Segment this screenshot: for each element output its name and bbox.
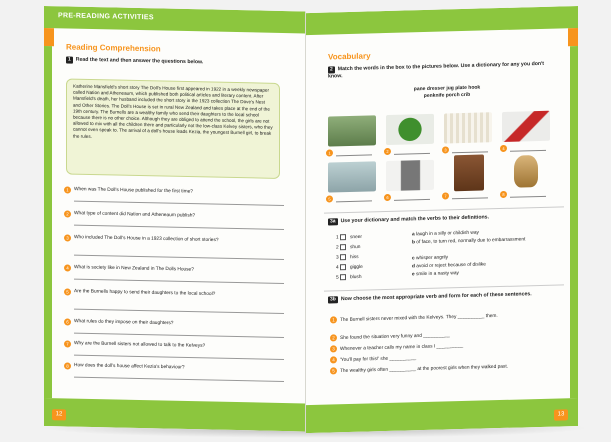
question-text: What is society like in New Zealand in The Dolls House? (74, 265, 194, 273)
picture-plate (386, 114, 434, 145)
verb-checkbox[interactable] (340, 244, 346, 250)
question-text: Who included The Doll's House in a 1923 collection of short stories? (74, 235, 219, 244)
question-number: 7 (64, 340, 71, 347)
verb-word: blush (350, 274, 362, 281)
verb-row-1 (336, 234, 362, 241)
picture-dresser (454, 154, 484, 191)
task3b-text: Now choose the most appropriate verb and form for each of these sentences. (340, 291, 532, 303)
picture-answer-line[interactable] (452, 151, 488, 153)
right-footer-bar (306, 398, 578, 433)
definition-letter: a (412, 232, 415, 238)
answer-line[interactable] (74, 377, 284, 382)
verb-number: 5 (336, 275, 339, 281)
definition-text: smile in a nasty way (416, 271, 459, 278)
reading-passage: Katherine Mansfield's short story The Doll's House first appeared in 1922 in a weekly newspaper called Nation and Atheneaum, which published both political articles and literary content. After Mansfield's death, her husband included the short story in the 1923 collection The Dove's Nest and Other Stories. The Doll's House is set in rural New Zealand and takes place at the end of the 19th century. The Burnells are a wealthy family who send their daughters to the local school because there is no other choice. Although they are obliged to attend the school, the girls are not allowed to mix with all the children there and particularly not the low-class Kelvey sisters, who they cannot even speak to. The arrival of a doll's house leads Kezia, the youngest Burnell girl, to break the rules. (66, 78, 280, 178)
picture-answer-line[interactable] (452, 197, 488, 199)
question-text: What rules do they impose on their daughters? (74, 319, 174, 327)
sentence-number: 3 (330, 345, 337, 352)
question-number: 2 (64, 210, 71, 217)
picture-number: 6 (384, 194, 391, 201)
picture-answer-line[interactable] (336, 154, 372, 156)
definition-letter: e (412, 272, 415, 278)
answer-line[interactable] (74, 255, 284, 260)
sentence-number: 4 (330, 356, 337, 363)
vocabulary-heading: Vocabulary (328, 51, 371, 62)
right-green-edge (570, 46, 578, 398)
question-6 (64, 318, 284, 330)
question-number: 4 (64, 264, 71, 271)
question-number: 3 (64, 234, 71, 241)
verb-checkbox[interactable] (340, 234, 346, 240)
question-5 (64, 288, 284, 300)
question-text: What type of content did Nation and Atheneaum publish? (74, 211, 196, 219)
verb-word: shun (350, 244, 361, 251)
verb-row-4 (336, 264, 363, 271)
left-orange-tab (44, 28, 54, 46)
verb-word: hiss (350, 255, 359, 261)
left-green-edge (44, 46, 52, 398)
task3a-text: Use your dictionary and match the verbs to their definitions. (340, 214, 490, 225)
verb-number: 2 (336, 245, 339, 251)
picture-number: 3 (442, 146, 449, 153)
question-number: 1 (64, 186, 71, 193)
task2-text: Match the words in the box to the pictures below. Use a dictionary for any you don't know. (328, 60, 545, 80)
answer-line[interactable] (74, 225, 284, 230)
word-box-line-2: penknife porch crib (423, 91, 471, 100)
left-instruction (66, 56, 286, 67)
question-8 (64, 362, 284, 374)
instruction-badge: 1 (68, 56, 71, 63)
left-header-title: PRE-READING ACTIVITIES (58, 12, 154, 22)
question-text: How does the doll's house affect Kezia's behaviour? (74, 363, 185, 371)
definition-letter: b (412, 240, 415, 246)
picture-number: 1 (326, 149, 333, 156)
picture-answer-line[interactable] (510, 150, 546, 152)
definition-letter: c (412, 256, 415, 262)
right-page-number: 13 (554, 409, 568, 420)
left-page (44, 6, 306, 431)
answer-line[interactable] (74, 355, 284, 360)
task3b-instruction (328, 291, 556, 303)
question-number: 6 (64, 318, 71, 325)
picture-number: 4 (500, 145, 507, 152)
definition-e (412, 269, 552, 279)
picture-penknife (502, 111, 550, 142)
sentence-5[interactable] (330, 361, 560, 375)
picture-porch (328, 115, 376, 146)
picture-crib (444, 112, 492, 143)
open-book (44, 6, 584, 436)
definition-text: avoid or reject because of dislike (416, 262, 486, 270)
verb-number: 1 (336, 235, 339, 241)
definition-letter: d (412, 264, 415, 270)
task3a-badge: 3a (330, 218, 336, 225)
right-orange-tab (568, 28, 578, 46)
sentence-number: 1 (330, 316, 337, 323)
picture-grid (328, 110, 564, 202)
sentence-text: 'You'll pay for this!' she __________ (340, 356, 417, 363)
picture-answer-line[interactable] (394, 199, 430, 201)
picture-number: 7 (442, 192, 449, 199)
definition-text: laugh in a silly or childish way (416, 230, 479, 238)
verb-row-3 (336, 254, 359, 261)
verb-checkbox[interactable] (340, 274, 346, 280)
picture-hook (386, 160, 434, 191)
reading-comprehension-heading: Reading Comprehension (66, 42, 161, 54)
sentence-number: 5 (330, 367, 337, 374)
answer-line[interactable] (74, 279, 284, 284)
picture-jug (514, 155, 538, 188)
picture-pane (328, 161, 376, 192)
question-7 (64, 340, 284, 352)
verb-checkbox[interactable] (340, 254, 346, 260)
verb-row-2 (336, 244, 360, 251)
picture-number: 5 (326, 195, 333, 202)
word-box-line-1: pane dresser jug plate hook (413, 84, 481, 93)
question-text: Why are the Burnell sisters not allowed to talk to the Kelveys? (74, 341, 206, 349)
left-footer-bar (44, 398, 306, 431)
right-page (306, 6, 578, 433)
task3b-badge: 3b (330, 296, 336, 303)
answer-line[interactable] (74, 333, 284, 338)
sentence-text: She found the situation very funny and __________ (340, 333, 450, 341)
left-page-number: 12 (52, 409, 66, 420)
definition-text: whisper angrily (416, 255, 449, 262)
sentence-text: Whenever a teacher calls my name in class I __________ (340, 343, 464, 352)
verb-checkbox[interactable] (340, 264, 346, 270)
question-3 (64, 234, 284, 246)
picture-answer-line[interactable] (510, 196, 546, 198)
verb-word: giggle (350, 264, 363, 271)
question-number: 5 (64, 288, 71, 295)
picture-number: 2 (384, 148, 391, 155)
verb-word: sneer (350, 234, 363, 241)
question-2 (64, 210, 284, 222)
answer-line[interactable] (74, 309, 284, 314)
left-header-bar (44, 6, 306, 33)
verb-number: 3 (336, 255, 339, 261)
definition-text: of face, to turn red, normally due to embarrassment (416, 237, 526, 246)
question-number: 8 (64, 362, 71, 369)
sentence-text: The Burnell sisters never mixed with the Kelveys. They __________ them. (340, 313, 498, 323)
right-header-bar (306, 6, 578, 35)
question-text: When was The Doll's House published for the first time? (74, 187, 193, 195)
verb-row-5 (336, 274, 361, 281)
sentence-1[interactable] (330, 310, 560, 324)
sentence-text: The wealthy girls often __________ at the poorest girls when they walked past. (340, 364, 508, 374)
word-box (342, 83, 552, 110)
definition-b (412, 237, 552, 247)
task2-badge: 2 (330, 66, 333, 73)
answer-line[interactable] (74, 201, 284, 206)
picture-answer-line[interactable] (394, 153, 430, 155)
task3a-instruction (328, 213, 558, 226)
task2-instruction (328, 61, 556, 80)
picture-answer-line[interactable] (336, 200, 372, 202)
question-4 (64, 264, 284, 276)
question-text: Are the Burnells happy to send their daughters to the local school? (74, 289, 216, 298)
sentence-number: 2 (330, 334, 337, 341)
picture-number: 8 (500, 191, 507, 198)
question-1 (64, 186, 284, 198)
verb-number: 4 (336, 265, 339, 271)
instruction-text: Read the text and then answer the questions below. (75, 56, 204, 66)
